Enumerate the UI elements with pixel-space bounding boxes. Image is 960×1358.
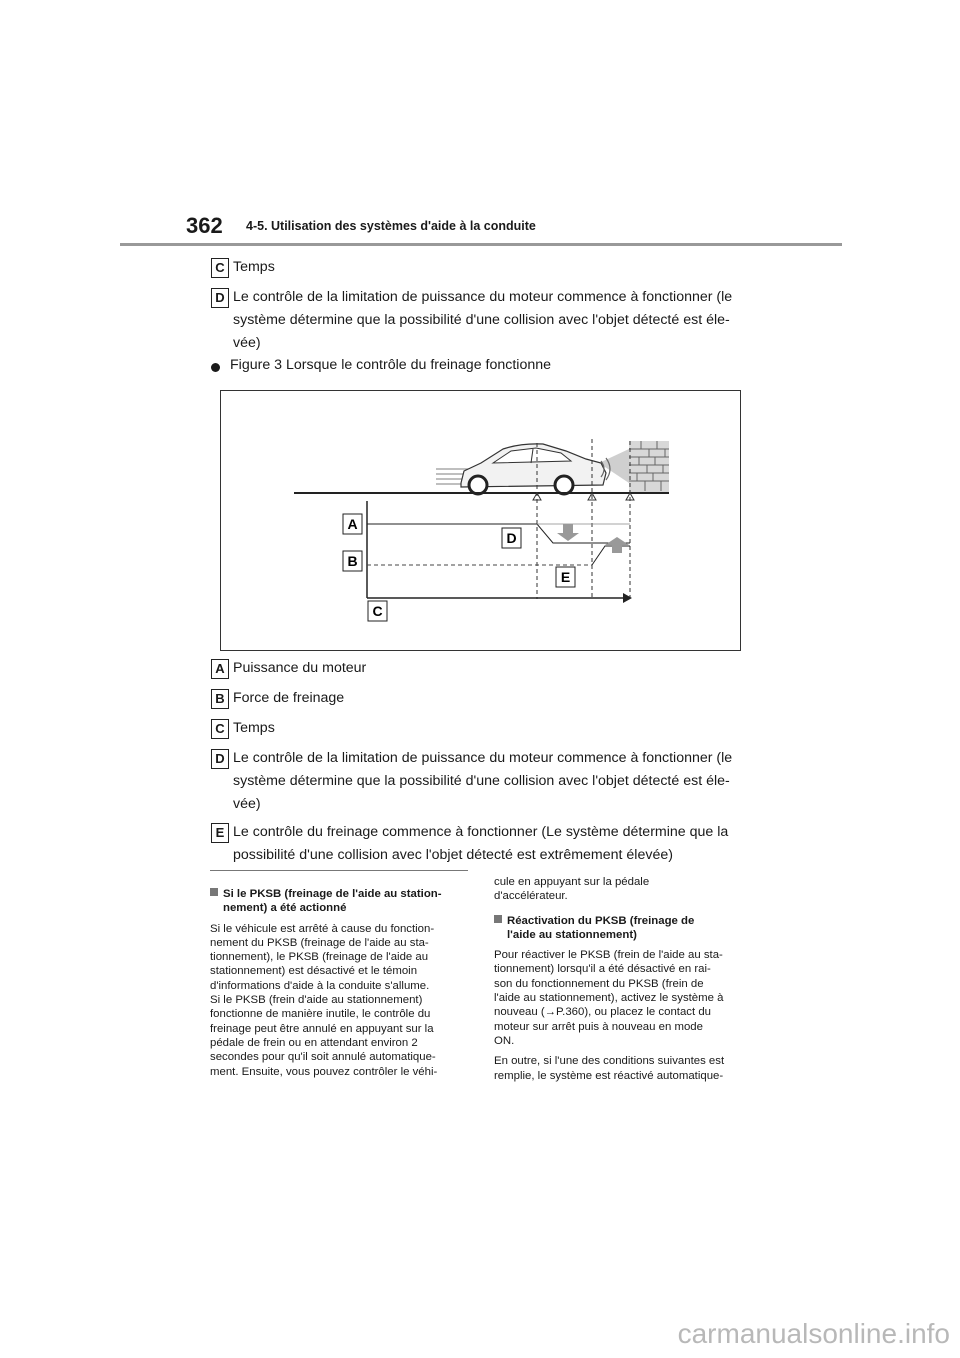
figure-label-b [343,551,362,571]
figure-caption: Figure 3 Lorsque le contrôle du freinage fonctionne [230,357,552,373]
definition-a: Puissance du moteur [233,660,367,676]
figure-frame [220,390,741,651]
label-b: B [211,689,229,709]
section-title: 4-5. Utilisation des systèmes d'aide à la conduite [246,219,536,233]
braking-diagram [221,391,740,650]
right-column [494,875,758,1083]
figure-label-d [502,528,521,548]
definition-e: Le contrôle du freinage commence à fonctionner (Le système détermine que la possibilité d'une collision avec l'objet détecté est extrêmement élevée) [233,824,729,863]
figure-label-a [343,514,362,534]
svg-text:D: D [506,530,517,546]
x-axis-arrow [623,593,632,603]
figure-label-c [368,601,387,621]
bullet-icon [211,363,220,372]
event-markers [533,493,634,500]
car-icon [461,444,610,494]
right-body-2: En outre, si l'une des conditions suivantes est remplie, le système est réactivé automatique- [494,1055,725,1082]
svg-text:E: E [560,569,571,585]
svg-text:C: C [372,603,383,619]
header-rule [120,243,842,246]
svg-text:B: B [347,553,358,569]
definition-b: Force de freinage [233,690,345,706]
braking-force-line [592,546,630,565]
definition-c: Temps [233,720,275,736]
svg-text:A: A [347,516,358,532]
power-down-arrow [557,524,579,541]
square-bullet-icon [494,915,502,923]
label-c: C [211,719,229,739]
column-rule [210,870,468,871]
right-heading: Réactivation du PKSB (freinage de l'aide au stationnement) [494,914,758,943]
page-number: 362 [186,213,223,238]
label-a: A [211,659,229,679]
brake-up-arrow [605,537,629,553]
engine-power-line [367,524,630,543]
left-heading: Si le PKSB (freinage de l'aide au station- nement) a été actionné [210,887,470,916]
definition-d-top: Le contrôle de la limitation de puissance du moteur commence à fonctionner (le système détermine que la possibilité d'une collision avec l'objet détecté est éle- vée) [233,289,733,351]
label-e: E [211,823,229,843]
right-continuation: cule en appuyant sur la pédale d'accélérateur. [494,876,650,903]
label-d-top: D [211,288,229,308]
left-column [210,887,470,1079]
watermark: carmanualsonline.info [677,1318,950,1349]
definition-d: Le contrôle de la limitation de puissance du moteur commence à fonctionner (le système détermine que la possibilité d'une collision avec l'objet détecté est éle- vée) [233,750,733,812]
label-d: D [211,749,229,769]
square-bullet-icon [210,888,218,896]
label-c-top: C [211,258,229,278]
left-body: Si le véhicule est arrêté à cause du fonction- nement du PKSB (freinage de l'aide au sta- tionnement), le PKSB (freinage de l'aide au stationnement) est désactivé et le témoin d'informations d'aide à la conduite s'allume. Si le PKSB (frein d'aide au stationnement) fonctionne de manière inutile, le contrôle du freinage peut être annulé en appuyant sur la pédale de frein ou en attendant environ 2 secondes pour qu'il soit annulé automatique- ment. Ensuite, vous pouvez contrôler le véhi- [210,922,438,1078]
figure-label-e [556,567,575,587]
right-body: Pour réactiver le PKSB (frein de l'aide au sta- tionnement) lorsqu'il a été désactivé en rai- son du fonctionnement du PKSB (frein de l'aide au stationnement), activez le système à nouveau (→P.360), ou placez le contact du moteur sur arrêt puis à nouveau en mode ON. [494,949,724,1047]
definition-c-top: Temps [233,259,275,275]
wall-icon [629,441,669,493]
